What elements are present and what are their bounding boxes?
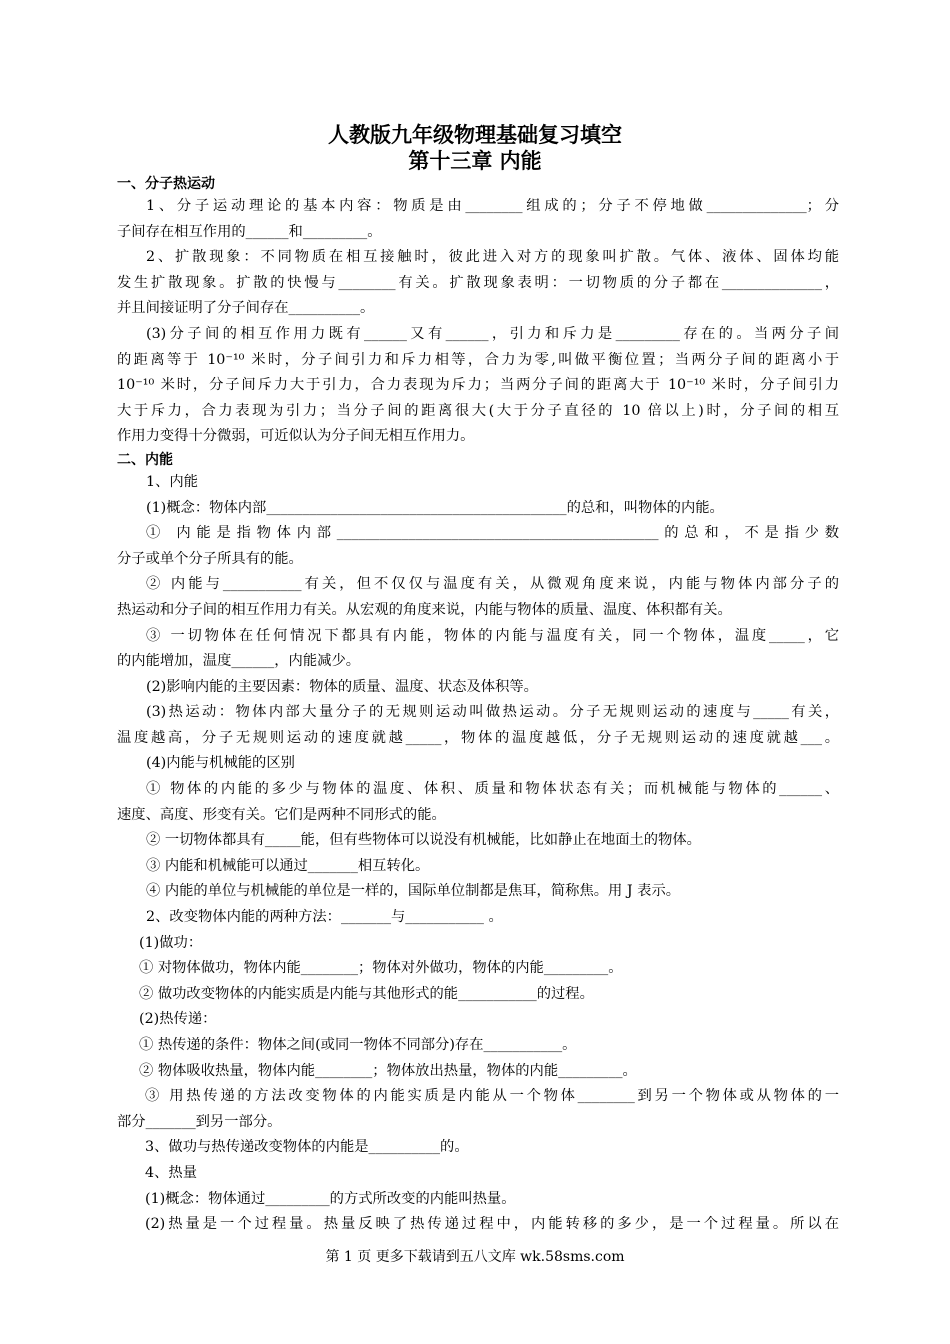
text-line: 发生扩散现象。扩散的快慢与________有关。扩散现象表明：一切物质的分子都在______________， xyxy=(117,274,839,291)
text-line: (2)热传递： xyxy=(139,1011,217,1028)
text-line: 2、扩散现象：不同物质在相互接触时，彼此进入对方的现象叫扩散。气体、液体、固体均能 xyxy=(146,249,839,266)
text-line: 1、分子运动理论的基本内容：物质是由________组成的；分子不停地做______________；分 xyxy=(146,198,839,214)
text-line: 1、内能 xyxy=(146,473,198,490)
text-line: ② 内能与___________有关，但不仅仅与温度有关，从微观角度来说，内能与物体内部分子的 xyxy=(146,576,839,593)
document-body xyxy=(117,174,839,1238)
text-line: 子间存在相互作用的______和_________。 xyxy=(117,223,382,240)
section-heading: 二、内能 xyxy=(117,451,173,468)
text-line: (3)分子间的相互作用力既有______又有______，引力和斥力是_________存在的。当两分子间 xyxy=(146,325,839,342)
text-line: 的距离等于 10⁻¹⁰ 米时，分子间引力和斥力相等，合力为零,叫做平衡位置；当两分子间的距离小于 xyxy=(117,351,839,368)
text-line: ① 内能是指物体内部_____________________________________________的总和，不是指少数 xyxy=(146,525,839,542)
text-line: 的内能增加，温度______，内能减少。 xyxy=(117,653,361,670)
text-line: (1)概念：物体内部__________________________________________的总和，叫物体的内能。 xyxy=(146,499,724,516)
text-line: ① 对物体做功，物体内能________；物体对外做功，物体的内能_________。 xyxy=(139,960,623,977)
text-line: 部分_______到另一部分。 xyxy=(117,1113,282,1130)
text-line: 3、做功与热传递改变物体的内能是__________的。 xyxy=(145,1139,469,1156)
text-line: 2、改变物体内能的两种方法：_______与___________ 。 xyxy=(146,909,503,926)
chapter-title: 第十三章 内能 xyxy=(408,148,542,173)
text-line: (4)内能与机械能的区别 xyxy=(146,755,295,772)
text-line: ① 物体的内能的多少与物体的温度、体积、质量和物体状态有关；而机械能与物体的______、 xyxy=(146,781,839,798)
document-title: 人教版九年级物理基础复习填空 xyxy=(328,122,622,147)
text-line: ③ 内能和机械能可以通过_______相互转化。 xyxy=(146,857,430,874)
text-line: 并且间接证明了分子间存在__________。 xyxy=(117,300,375,317)
text-line: (2)热量是一个过程量。热量反映了热传递过程中，内能转移的多少，是一个过程量。所以在 xyxy=(145,1216,839,1233)
text-line: (3)热运动：物体内部大量分子的无规则运动叫做热运动。分子无规则运动的速度与_____有关， xyxy=(146,704,839,721)
text-line: ② 物体吸收热量，物体内能________；物体放出热量，物体的内能_________。 xyxy=(139,1062,637,1079)
text-line: ① 热传递的条件：物体之间(或同一物体不同部分)存在___________。 xyxy=(139,1037,577,1053)
page-footer: 第 1 页 更多下载请到五八文库 wk.58sms.com xyxy=(325,1249,625,1265)
section-heading: 一、分子热运动 xyxy=(117,176,215,192)
text-line: 10⁻¹⁰ 米时，分子间斥力大于引力，合力表现为斥力；当两分子间的距离大于 10⁻¹⁰ 米时，分子间引力 xyxy=(117,377,839,394)
text-line: 热运动和分子间的相互作用力有关。从宏观的角度来说，内能与物体的质量、温度、体积都有关。 xyxy=(117,601,732,618)
text-line: ② 做功改变物体的内能实质是内能与其他形式的能___________的过程。 xyxy=(139,985,594,1002)
text-line: ③ 用热传递的方法改变物体的内能实质是内能从一个物体________到另一个物体或从物体的一 xyxy=(145,1088,839,1105)
text-line: (1)做功： xyxy=(139,934,203,951)
text-line: (2)影响内能的主要因素：物体的质量、温度、状态及体积等。 xyxy=(146,678,538,695)
text-line: 速度、高度、形变有关。它们是两种不同形式的能。 xyxy=(117,806,446,823)
text-line: 分子或单个分子所具有的能。 xyxy=(117,550,303,567)
text-line: (1)概念：物体通过_________的方式所改变的内能叫热量。 xyxy=(145,1190,516,1207)
text-line: 4、热量 xyxy=(145,1164,197,1181)
text-line: ② 一切物体都具有_____能，但有些物体可以说没有机械能，比如静止在地面土的物体。 xyxy=(146,832,701,849)
text-line: 作用力变得十分微弱，可近似认为分子间无相互作用力。 xyxy=(117,428,475,445)
text-line: 大于斥力，合力表现为引力；当分子间的距离很大(大于分子直径的 10 倍以上)时，分子间的相互 xyxy=(117,402,839,419)
text-line: 温度越高，分子无规则运动的速度就越_____，物体的温度越低，分子无规则运动的速度就越___。 xyxy=(117,729,839,746)
text-line: ④ 内能的单位与机械能的单位是一样的，国际单位制都是焦耳，简称焦。用 J 表示。 xyxy=(146,883,681,900)
text-line: ③ 一切物体在任何情况下都具有内能，物体的内能与温度有关，同一个物体，温度_____，它 xyxy=(146,627,839,644)
